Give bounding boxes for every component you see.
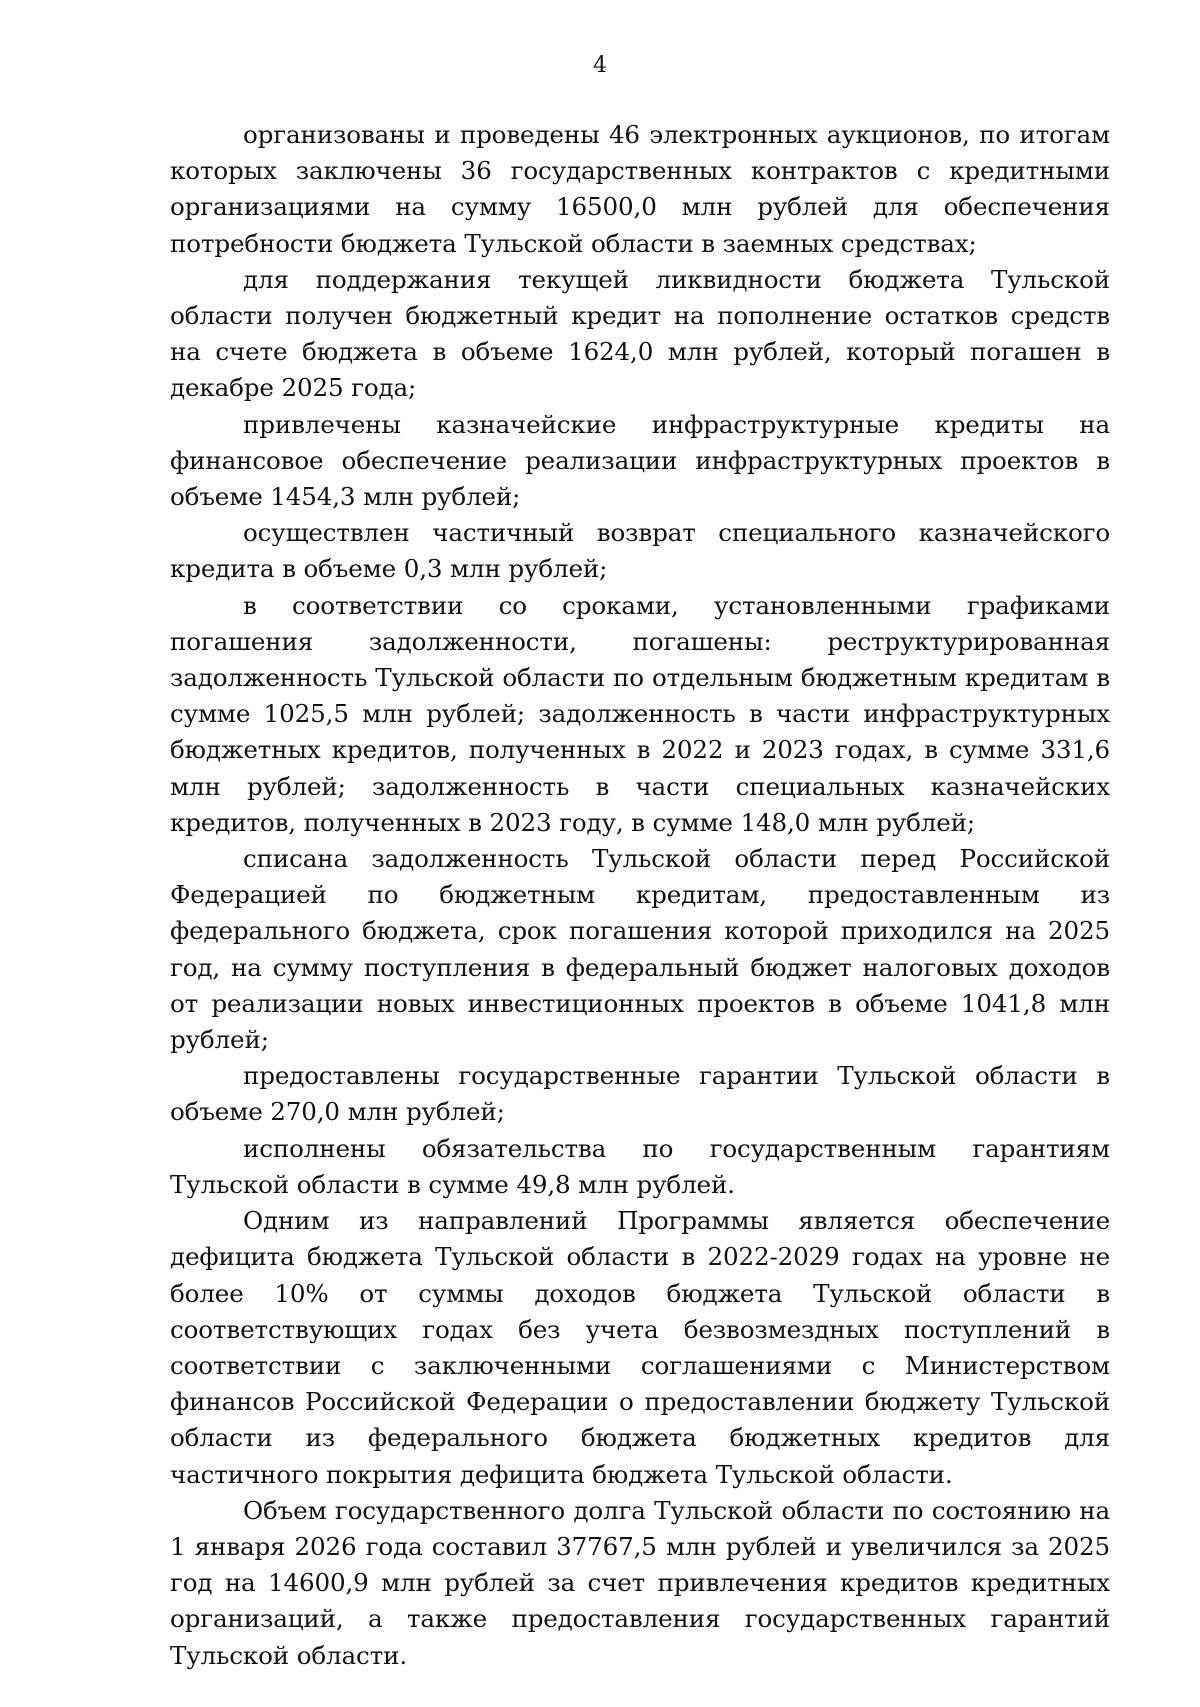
- paragraph-deficit-program: Одним из направлений Программы является обеспечение дефицита бюджета Тульской области в 2022-2029 годах на уровне не более 10% от суммы доходов бюджета Тульской области в соответствующих годах без учета безвозмездных поступлений в соответствии с заключенными соглашениями с Министерством финансов Российской Федерации о предоставлении бюджету Тульской области из федерального бюджета бюджетных кредитов для частичного покрытия дефицита бюджета Тульской области.: [170, 1206, 1110, 1489]
- paragraph-auctions: организованы и проведены 46 электронных аукционов, по итогам которых заключены 36 государственных контрактов с кредитными организациями на сумму 16500,0 млн рублей для обеспечения потребности бюджета Тульской области в заемных средствах;: [170, 120, 1110, 258]
- paragraph-special-credit-return: осуществлен частичный возврат специального казначейского кредита в объеме 0,3 млн рублей;: [170, 518, 1110, 584]
- paragraph-debt-repayment: в соответствии со сроками, установленными графиками погашения задолженности, погашены: реструктурированная задолженность Тульской области по отдельным бюджетным кредитам в сумме 1025,5 млн рублей; задолженность в части инфраструктурных бюджетных кредитов, полученных в 2022 и 2023 годах, в сумме 331,6 млн рублей; задолженность в части специальных казначейских кредитов, полученных в 2023 году, в сумме 148,0 млн рублей;: [170, 590, 1110, 837]
- paragraph-guarantees-provided: предоставлены государственные гарантии Тульской области в объеме 270,0 млн рублей;: [170, 1061, 1110, 1127]
- paragraph-guarantee-obligations: исполнены обязательства по государственным гарантиям Тульской области в сумме 49,8 млн рублей.: [170, 1133, 1110, 1199]
- paragraph-infrastructure-credits: привлечены казначейские инфраструктурные кредиты на финансовое обеспечение реализации инфраструктурных проектов в объеме 1454,3 млн рублей;: [170, 409, 1110, 512]
- paragraph-liquidity-credit: для поддержания текущей ликвидности бюджета Тульской области получен бюджетный кредит на пополнение остатков средств на счете бюджета в объеме 1624,0 млн рублей, который погашен в декабре 2025 года;: [170, 264, 1110, 403]
- paragraph-state-debt-volume: Объем государственного долга Тульской области по состоянию на 1 января 2026 года составил 37767,5 млн рублей и увеличился за 2025 год на 14600,9 млн рублей за счет привлечения кредитов кредитных организаций, а также предоставления государственных гарантий Тульской области.: [170, 1495, 1110, 1670]
- document-body: [170, 117, 1110, 1674]
- page-number: 4: [593, 53, 607, 78]
- paragraph-debt-write-off: списана задолженность Тульской области перед Российской Федерацией по бюджетным кредитам, предоставленным из федерального бюджета, срок погашения которой приходился на 2025 год, на сумму поступления в федеральный бюджет налоговых доходов от реализации новых инвестиционных проектов в объеме 1041,8 млн рублей;: [170, 844, 1110, 1055]
